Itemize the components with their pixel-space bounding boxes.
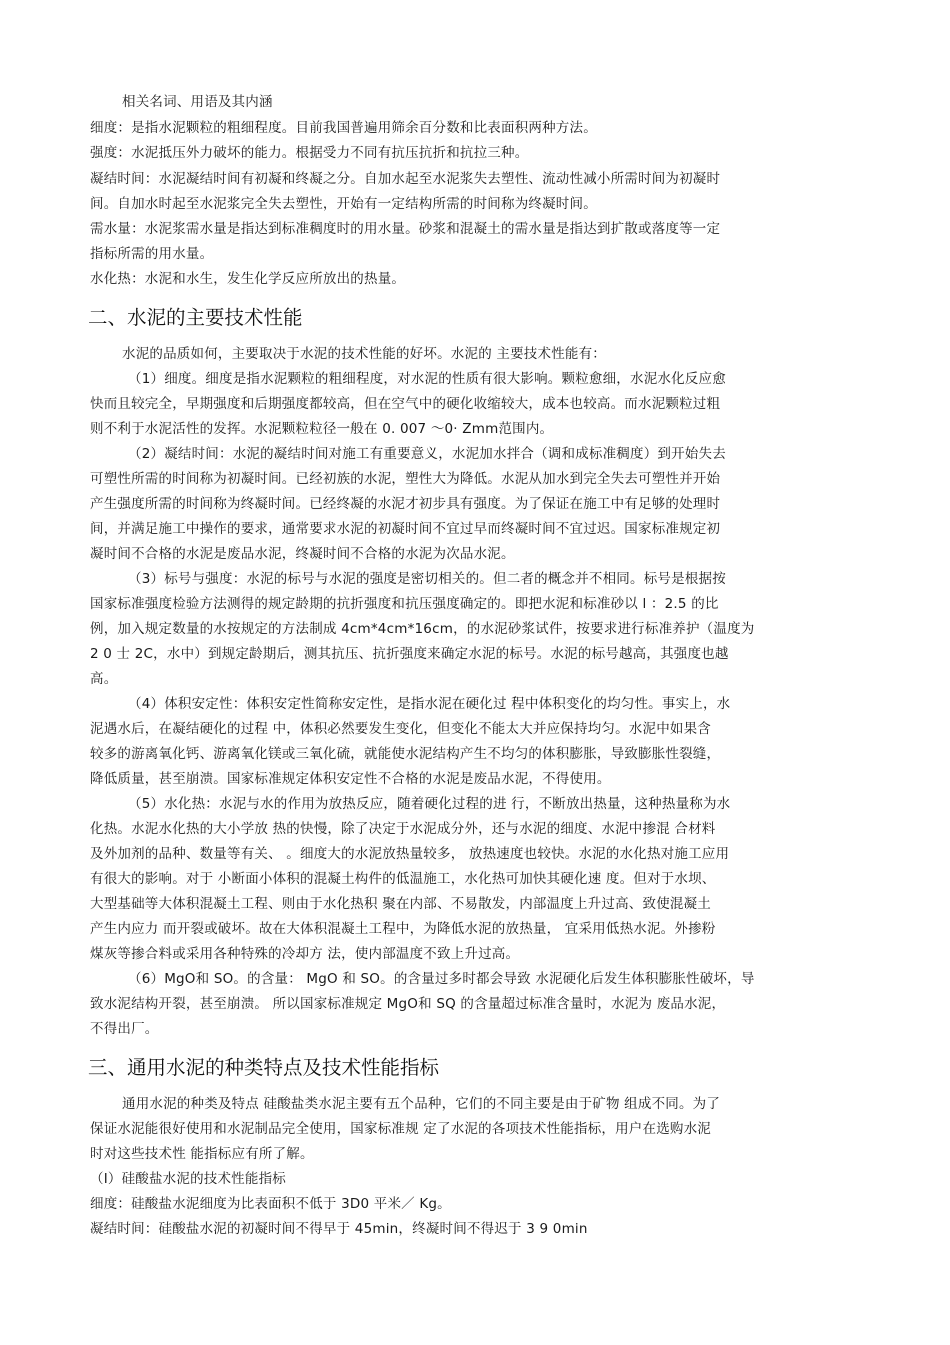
paragraph-line: （1）细度。细度是指水泥颗粒的粗细程度，对水泥的性质有很大影响。颗粒愈细，水泥水化反应愈 — [128, 371, 726, 387]
intro-line: 水化热：水泥和水生，发生化学反应所放出的热量。 — [90, 271, 406, 287]
paragraph-line: 例，加入规定数量的水按规定的方法制成 4cm*4cm*16cm，的水泥砂浆试件，按要求进行标准养护（温度为 — [90, 621, 755, 637]
paragraph-line: 则不利于水泥活性的发挥。水泥颗粒粒径一般在 0. 007 ～0· Zmm范围内。 — [90, 421, 554, 437]
paragraph-line: 高。 — [90, 671, 118, 687]
paragraph-line: 产生强度所需的时间称为终凝时间。已经终凝的水泥才初步具有强度。为了保证在施工中有足够的处理时 — [90, 496, 721, 512]
intro-line: 需水量：水泥浆需水量是指达到标准稠度时的用水量。砂浆和混凝土的需水量是指达到扩散或落度等一定 — [90, 221, 721, 237]
paragraph-line: （2）凝结时间：水泥的凝结时间对施工有重要意义，水泥加水拌合（调和成标准稠度）到开始失去 — [128, 446, 726, 462]
intro-title: 相关名词、用语及其内涵 — [122, 94, 273, 110]
paragraph-line: 可塑性所需的时间称为初凝时间。已经初族的水泥，塑性大为降低。水泥从加水到完全失去可塑性并开始 — [90, 471, 721, 487]
paragraph-line: 致水泥结构开裂，甚至崩溃。 所以国家标准规定 MgO和 SQ 的含量超过标准含量时，水泥为 废品水泥， — [90, 996, 726, 1012]
paragraph-line: 产生内应力 而开裂或破坏。故在大体积混凝土工程中，为降低水泥的放热量， 宜采用低热水泥。外掺粉 — [90, 921, 716, 937]
paragraph-line: （5）水化热：水泥与水的作用为放热反应，随着硬化过程的进 行，不断放出热量，这种热量称为水 — [128, 796, 731, 812]
paragraph-line: 凝时间不合格的水泥是废品水泥，终凝时间不合格的水泥为次品水泥。 — [90, 546, 515, 562]
paragraph-line: 保证水泥能很好使用和水泥制品完全使用，国家标准规 定了水泥的各项技术性能指标，用户在选购水泥 — [90, 1121, 711, 1137]
paragraph-line: 化热。水泥水化热的大小学放 热的快慢，除了决定于水泥成分外，还与水泥的细度、水泥中掺混 合材料 — [90, 821, 716, 837]
section-heading: 二、水泥的主要技术性能 — [88, 306, 303, 329]
intro-line: 指标所需的用水量。 — [90, 246, 214, 262]
section-heading: 三、通用水泥的种类特点及技术性能指标 — [88, 1056, 440, 1079]
intro-line: 间。自加水时起至水泥浆完全失去塑性，开始有一定结构所需的时间称为终凝时间。 — [90, 196, 597, 212]
paragraph-line: 有很大的影响。对于 小断面小体积的混凝土构件的低温施工，水化热可加快其硬化速 度。但对于水坝、 — [90, 871, 716, 887]
paragraph-line: 凝结时间：硅酸盐水泥的初凝时间不得早于 45min，终凝时间不得迟于 3 9 0min — [90, 1221, 588, 1237]
paragraph-line: 间，并满足施工中操作的要求，通常要求水泥的初凝时间不宜过早而终凝时间不宜过迟。国家标准规定初 — [90, 521, 721, 537]
paragraph-line: 快而且较完全，早期强度和后期强度都较高，但在空气中的硬化收缩较大，成本也较高。而水泥颗粒过粗 — [90, 396, 721, 412]
intro-line: 强度：水泥抵压外力破坏的能力。根据受力不同有抗压抗折和抗拉三种。 — [90, 145, 529, 161]
subsection-title: （I）硅酸盐水泥的技术性能指标 — [90, 1171, 286, 1187]
paragraph-line: 及外加剂的品种、数量等有关、 。细度大的水泥放热量较多， 放热速度也较快。水泥的水化热对施工应用 — [90, 846, 730, 862]
paragraph-line: （3）标号与强度：水泥的标号与水泥的强度是密切相关的。但二者的概念并不相同。标号是根据按 — [128, 571, 726, 587]
paragraph-line: 泥遇水后，在凝结硬化的过程 中，体积必然要发生变化，但变化不能太大并应保持均匀。水泥中如果含 — [90, 721, 711, 737]
paragraph-line: 降低质量，甚至崩溃。国家标准规定体积安定性不合格的水泥是废品水泥，不得使用。 — [90, 771, 611, 787]
paragraph-line: 不得出厂。 — [90, 1021, 159, 1037]
paragraph-line: 较多的游离氧化钙、游离氧化镁或三氧化硫，就能使水泥结构产生不均匀的体积膨胀，导致膨胀性裂缝， — [90, 746, 721, 762]
intro-line: 凝结时间：水泥凝结时间有初凝和终凝之分。自加水起至水泥浆失去塑性、流动性减小所需时间为初凝时 — [90, 171, 721, 187]
paragraph-line: （4）体积安定性：体积安定性简称安定性，是指水泥在硬化过 程中体积变化的均匀性。事实上，水 — [128, 696, 731, 712]
paragraph-line: 通用水泥的种类及特点 硅酸盐类水泥主要有五个品种，它们的不同主要是由于矿物 组成不同。为了 — [122, 1096, 721, 1112]
paragraph-line: 细度：硅酸盐水泥细度为比表面积不低于 3D0 平米／ Kg。 — [90, 1196, 451, 1212]
paragraph-line: 时对这些技术性 能指标应有所了解。 — [90, 1146, 314, 1162]
paragraph-line: 煤灰等掺合料或采用各种特殊的冷却方 法，使内部温度不致上升过高。 — [90, 946, 520, 962]
paragraph-line: 大型基础等大体积混凝土工程、则由于水化热积 聚在内部、不易散发，内部温度上升过高、致使混凝土 — [90, 896, 711, 912]
paragraph-line: 2 0 士 2C，水中）到规定龄期后，测其抗压、抗折强度来确定水泥的标号。水泥的标号越高，其强度也越 — [90, 646, 729, 662]
paragraph-line: 水泥的品质如何，主要取决于水泥的技术性能的好坏。水泥的 主要技术性能有： — [122, 346, 606, 362]
intro-line: 细度：是指水泥颗粒的粗细程度。目前我国普遍用筛余百分数和比表面积两种方法。 — [90, 120, 597, 136]
paragraph-line: 国家标准强度检验方法测得的规定龄期的抗折强度和抗压强度确定的。即把水泥和标准砂以 l ：2.5 的比 — [90, 596, 719, 612]
paragraph-line: （6）MgO和 SO。的含量： MgO 和 SO。的含量过多时都会导致 水泥硬化后发生体积膨胀性破坏，导 — [128, 971, 755, 987]
